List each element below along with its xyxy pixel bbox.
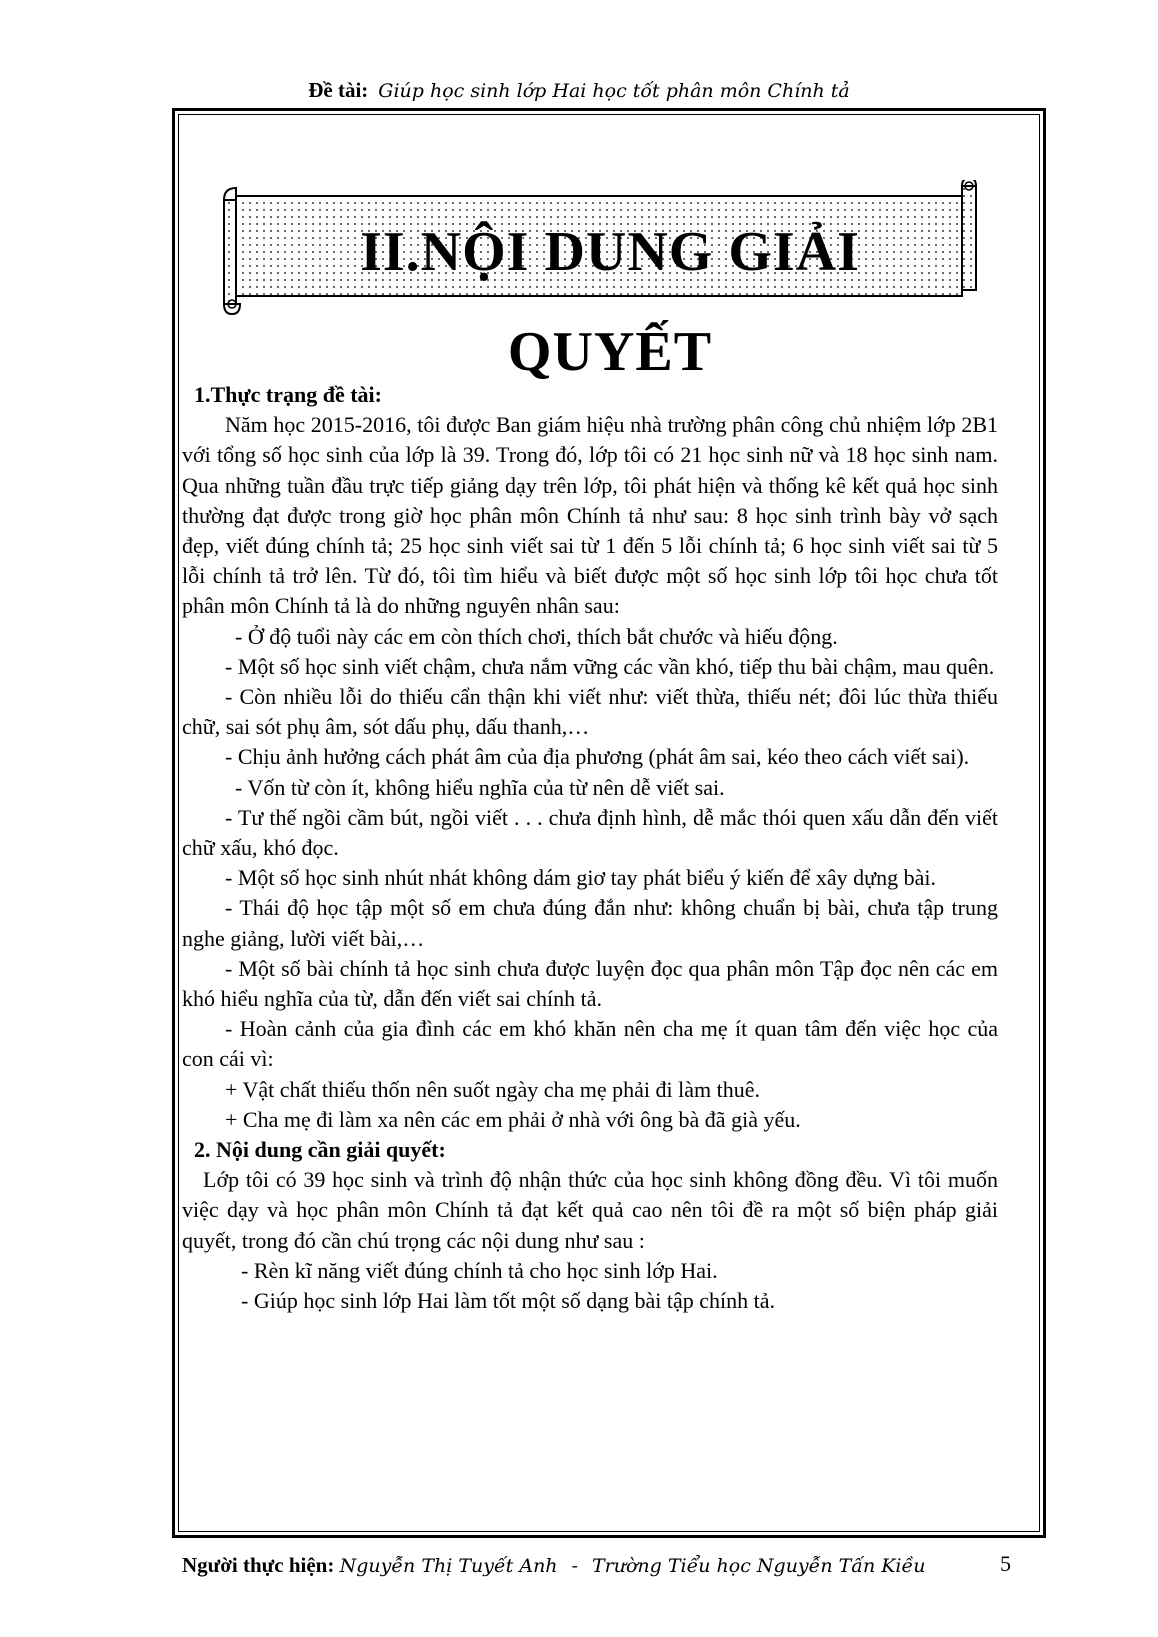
cause-item: - Một số bài chính tả học sinh chưa được luyện đọc qua phân môn Tập đọc nên các em khó hiểu nghĩa của từ, dẫn đến viết sai chính tả.: [182, 955, 998, 1012]
cause-item: - Một số học sinh viết chậm, chưa nắm vững các vần khó, tiếp thu bài chậm, mau quên.: [225, 653, 995, 679]
page-header: [0, 78, 1158, 103]
page-number: 5: [1000, 1551, 1011, 1576]
section2-heading: 2. Nội dung cần giải quyết:: [194, 1137, 446, 1163]
section1-intro-paragraph: Năm học 2015-2016, tôi được Ban giám hiệu nhà trường phân công chủ nhiệm lớp 2B1 với tổng số học sinh của lớp là 39. Trong đó, lớp tôi có 21 học sinh nữ và 18 học sinh nam. Qua những tuần đầu trực tiếp giảng dạy trên lớp, tôi phát hiện và thống kê kết quả học sinh thường đạt được trong giờ học phân môn Chính tả như sau: 8 học sinh trình bày vở sạch đẹp, viết đúng chính tả; 25 học sinh viết sai từ 1 đến 5 lỗi chính tả; 6 học sinh viết sai từ 5 lỗi chính tả trở lên. Từ đó, tôi tìm hiểu và biết được một số học sinh lớp tôi học chưa tốt phân môn Chính tả là do những nguyên nhân sau:: [182, 412, 998, 619]
cause-item: - Thái độ học tập một số em chưa đúng đắn như: không chuẩn bị bài, chưa tập trung nghe giảng, lười viết bài,…: [182, 895, 998, 951]
content-item: - Rèn kĩ năng viết đúng chính tả cho học sinh lớp Hai.: [241, 1257, 718, 1283]
footer-school: Trường Tiểu học Nguyễn Tấn Kiều: [591, 1555, 926, 1577]
content-item: - Giúp học sinh lớp Hai làm tốt một số dạng bài tập chính tả.: [241, 1288, 776, 1314]
page-footer: [182, 1553, 1042, 1578]
header-topic-title: Giúp học sinh lớp Hai học tốt phân môn Chính tả: [378, 80, 850, 102]
cause-item: - Tư thế ngồi cầm bút, ngồi viết . . . chưa định hình, dễ mắc thói quen xấu dẫn đến viết chữ xấu, khó đọc.: [182, 804, 998, 861]
sub-cause-item: + Vật chất thiếu thốn nên suốt ngày cha mẹ phải đi làm thuê.: [225, 1076, 760, 1102]
header-label: Đề tài:: [308, 78, 369, 102]
cause-item: - Hoàn cảnh của gia đình các em khó khăn nên cha mẹ ít quan tâm đến việc học của con cái vì:: [182, 1016, 998, 1072]
cause-item: - Một số học sinh nhút nhát không dám giơ tay phát biểu ý kiến để xây dựng bài.: [225, 865, 936, 891]
section-banner-title: II.NỘI DUNG GIẢI QUYẾT: [360, 221, 860, 383]
section1-heading: 1.Thực trạng đề tài:: [194, 382, 382, 407]
footer-label: Người thực hiện:: [182, 1553, 335, 1577]
cause-item: - Vốn từ còn ít, không hiểu nghĩa của từ nên dễ viết sai.: [235, 774, 725, 800]
scroll-banner: [220, 180, 1000, 383]
cause-item: - Ở độ tuổi này các em còn thích chơi, thích bắt chước và hiếu động.: [235, 623, 838, 649]
sub-cause-item: + Cha mẹ đi làm xa nên các em phải ở nhà với ông bà đã già yếu.: [225, 1106, 801, 1132]
footer-separator: -: [571, 1555, 578, 1577]
section2-intro-paragraph: Lớp tôi có 39 học sinh và trình độ nhận thức của học sinh không đồng đều. Vì tôi muốn việc dạy và học phân môn Chính tả đạt kết quả cao nên tôi đề ra một số biện pháp giải quyết, trong đó cần chú trọng các nội dung như sau :: [182, 1167, 998, 1253]
document-body: [182, 380, 998, 1316]
cause-item: - Chịu ảnh hưởng cách phát âm của địa phương (phát âm sai, kéo theo cách viết sai).: [225, 744, 970, 770]
cause-item: - Còn nhiều lỗi do thiếu cẩn thận khi viết như: viết thừa, thiếu nét; đôi lúc thừa thiếu chữ, sai sót phụ âm, sót dấu phụ, dấu thanh,…: [182, 684, 998, 740]
footer-author: Nguyễn Thị Tuyết Anh: [339, 1555, 558, 1577]
